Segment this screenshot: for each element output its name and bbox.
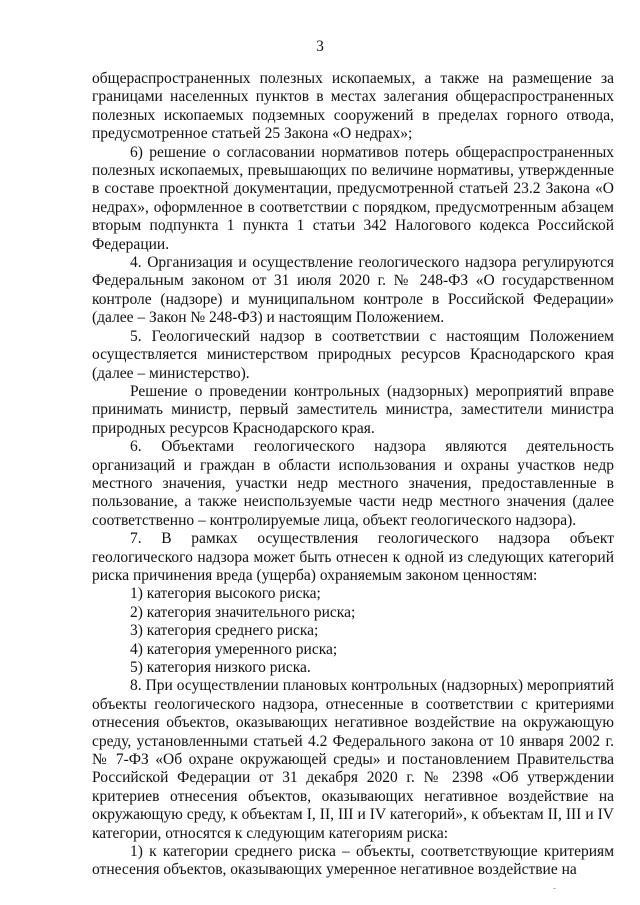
paragraph-4: 4. Организация и осуществление геологического надзора регулируются Федеральным законом от 31 июля 2020 г. № 248-ФЗ «О государственном контроле (надзоре) и муниципальном контроле в Российской Федерации» (далее – Закон № 248-ФЗ) и настоящим Положением.	[92, 254, 614, 327]
paragraph-8: 8. При осуществлении плановых контрольных (надзорных) мероприятий объекты геологического надзора, отнесенные в соответствии с критериями отнесения объектов, оказывающих негативное воздействие на окружающую среду, установленными статьей 4.2 Федерального закона от 10 января 2002 г. № 7-ФЗ «Об охране окружающей среды» и постановлением Правительства Российской Федерации от 31 декабря 2020 г. № 2398 «Об утверждении критериев отнесения объектов, оказывающих негативное воздействие на окружающую среду, к объектам I, II, III и IV категорий», к объектам II, III и IV категории, относятся к следующим категориям риска:	[92, 677, 614, 842]
scan-mark	[553, 888, 556, 889]
risk-category-3: 3) категория среднего риска;	[130, 622, 319, 640]
risk-category-5: 5) категория низкого риска.	[130, 659, 311, 676]
paragraph-continuation: общераспространенных полезных ископаемых, а также на размещение за границами населенных пунктов в местах залегания общераспространенных полезных ископаемых подземных сооружений в пределах горного отвода, предусмотренное статьей 25 Закона «О недрах»;	[92, 70, 614, 143]
paragraph-item-6: 6) решение о согласовании нормативов потерь общераспространенных полезных ископаемых, превышающих по величине нормативы, утвержденные в составе проектной документации, предусмотренной статьей 23.2 Закона «О недрах», оформленное в соответствии с порядком, предусмотренным абзацем вторым подпункта 1 пункта 1 статьи 342 Налогового кодекса Российской Федерации.	[92, 143, 614, 253]
risk-category-4: 4) категория умеренного риска;	[130, 640, 338, 658]
paragraph-7: 7. В рамках осуществления геологического надзора объект геологического надзора может быть отнесен к одной из следующих категорий риска причинения вреда (ущерба) охраняемым законом ценностям:	[92, 530, 614, 584]
risk-category-1: 1) категория высокого риска;	[130, 585, 321, 603]
page-number: 3	[316, 38, 324, 55]
paragraph-5: 5. Геологический надзор в соответствии с настоящим Положением осуществляется министерством природных ресурсов Краснодарского края (далее – министерство).	[92, 327, 614, 382]
paragraph-8-item-1: 1) к категории среднего риска – объекты, соответствующие критериям отнесения объектов, оказывающих умеренное негативное воздействие на	[92, 843, 614, 879]
document-body	[92, 70, 614, 880]
paragraph-6: 6. Объектами геологического надзора являются деятельность организаций и граждан в области использования и охраны участков недр местного значения, участки недр местного значения, предоставленные в пользование, а также неиспользуемые части недр местного значения (далее соответственно – контролируемые лица, объект геологического надзора).	[92, 438, 614, 529]
risk-category-2: 2) категория значительного риска;	[130, 603, 356, 621]
paragraph-decision: Решение о проведении контрольных (надзорных) мероприятий вправе принимать министр, первый заместитель министра, заместители министра природных ресурсов Краснодарского края.	[92, 382, 614, 437]
